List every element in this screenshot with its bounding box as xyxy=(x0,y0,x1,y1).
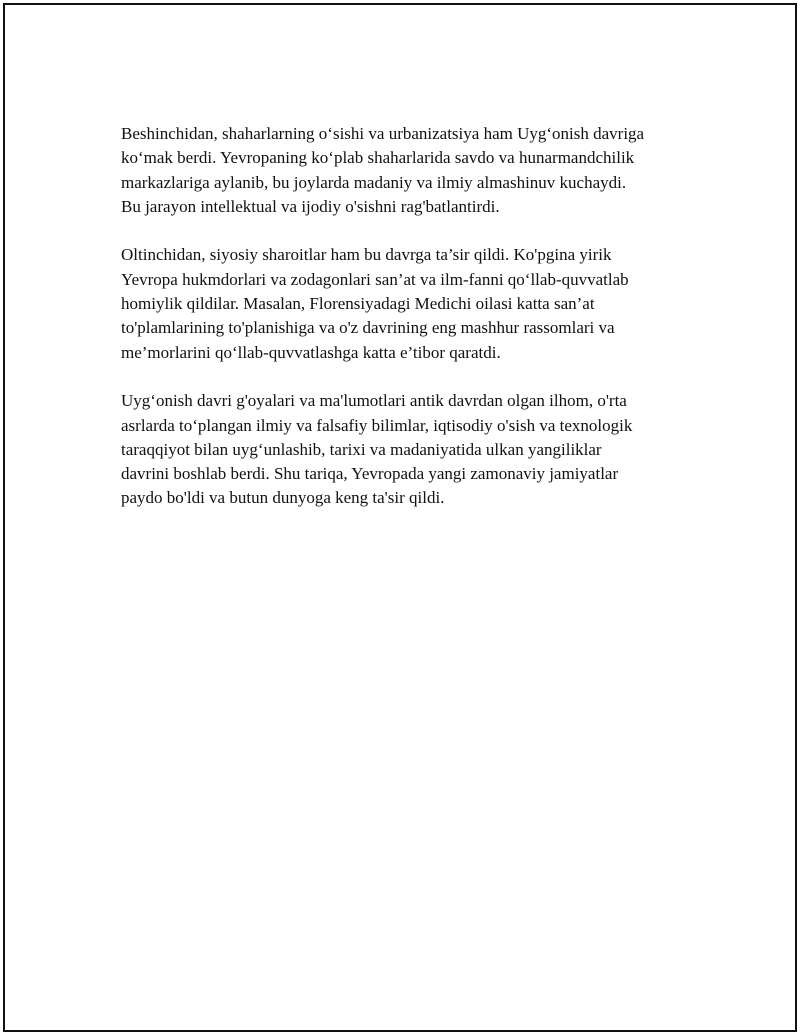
text-line: Beshinchidan, shaharlarning o‘sishi va urbanizatsiya ham Uyg‘onish davriga xyxy=(121,124,645,143)
text-line: markazlariga aylanib, bu joylarda madaniy va ilmiy almashinuv kuchaydi. xyxy=(121,172,627,192)
text-line: ko‘mak berdi. Yevropaning ko‘plab shaharlarida savdo va hunarmandchilik xyxy=(121,148,635,168)
document-body xyxy=(121,122,701,535)
paragraph-urbanization xyxy=(121,122,701,219)
text-line: asrlarda to‘plangan ilmiy va falsafiy bilimlar, iqtisodiy o'sish va texnologik xyxy=(121,415,633,435)
text-line: to'plamlarining to'planishiga va o'z davrining eng mashhur rassomlari va xyxy=(121,318,615,338)
text-line: taraqqiyot bilan uyg‘unlashib, tarixi va madaniyatida ulkan yangiliklar xyxy=(121,439,602,459)
text-line: homiylik qildilar. Masalan, Florensiyadagi Medichi oilasi katta san’at xyxy=(121,294,595,314)
text-line: davrini boshlab berdi. Shu tariqa, Yevropada yangi zamonaviy jamiyatlar xyxy=(121,464,619,484)
text-line: Uyg‘onish davri g'oyalari va ma'lumotlari antik davrdan olgan ilhom, o'rta xyxy=(121,391,627,411)
paragraph-political-conditions xyxy=(121,243,701,364)
text-line: Bu jarayon intellektual va ijodiy o'sishni rag'batlantirdi. xyxy=(121,196,500,216)
page-border xyxy=(3,3,797,1032)
paragraph-conclusion xyxy=(121,389,701,510)
text-line: Yevropa hukmdorlari va zodagonlari san’at va ilm-fanni qo‘llab-quvvatlab xyxy=(121,269,629,289)
text-line: Oltinchidan, siyosiy sharoitlar ham bu davrga ta’sir qildi. Ko'pgina yirik xyxy=(121,245,612,265)
text-line: paydo bo'ldi va butun dunyoga keng ta'sir qildi. xyxy=(121,488,445,508)
text-line: me’morlarini qo‘llab-quvvatlashga katta e’tibor qaratdi. xyxy=(121,342,501,362)
